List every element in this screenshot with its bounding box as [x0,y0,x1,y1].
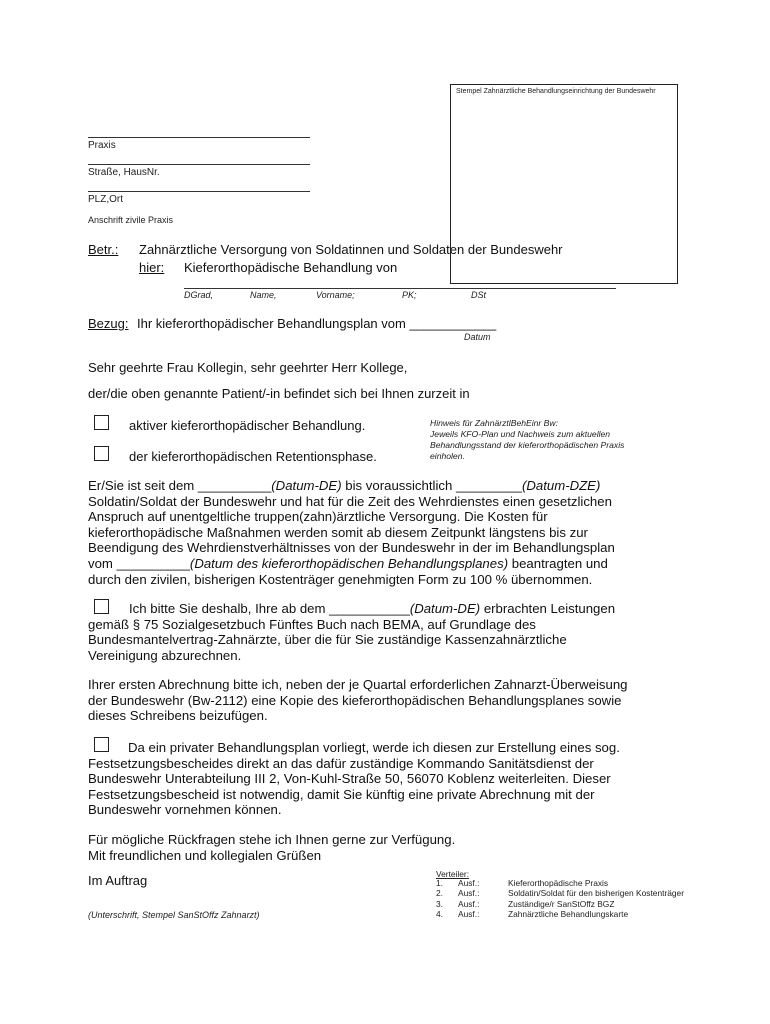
p2-c: erbrachten Leistungen [480,601,616,616]
im-auftrag: Im Auftrag [88,873,148,888]
p2-line-2: gemäß § 75 Sozialgesetzbuch Fünftes Buch nach BEMA, auf Grundlage des [88,616,536,632]
hint-line-3: Behandlungsstand der kieferorthopädischen Praxis [430,440,625,450]
verteiler-ausf: Ausf.: [458,909,480,920]
verteiler-ausf: Ausf.: [458,878,480,888]
praxis-line [88,137,310,138]
verteiler-num: 1. [436,878,443,888]
p1-a: Er/Sie ist seit dem __________ [88,478,272,493]
p4-line-5: Bundeswehr vornehmen können. [88,802,282,818]
signature-label: (Unterschrift, Stempel SanStOffz Zahnarzt) [88,910,260,920]
p1-datum-de: (Datum-DE) [271,478,342,493]
paragraph-ueberweisung [88,677,688,724]
closing-line-1: Für mögliche Rückfragen stehe ich Ihnen gerne zur Verfügung. [88,832,456,847]
table-row [436,878,684,888]
plz-label: PLZ,Ort [88,194,124,205]
p4-line-4: Festsetzungsbescheid ist notwendig, damit Sie künftig eine private Abrechnung mit der [88,786,595,802]
p1-line-7: durch den zivilen, bisherigen Kostenträger genehmigten Form zu 100 % übernommen. [88,571,593,587]
praxis-label: Praxis [88,140,116,151]
intro-text: der/die oben genannte Patient/-in befindet sich bei Ihnen zurzeit in [88,386,470,401]
paragraph-abrechnung [88,601,688,663]
verteiler-text: Kieferorthopädische Praxis [508,878,609,888]
field-dst: DSt [471,290,487,300]
p4-line-2: Festsetzungsbescheides direkt an das dafür zuständige Kommando Sanitätsdienst der [88,755,594,771]
p4-line-1: Da ein privater Behandlungsplan vorliegt, werde ich diesen zur Erstellung eines sog. [128,740,620,755]
patient-line [184,288,616,289]
checkbox-retention[interactable] [94,446,109,461]
option-aktiv: aktiver kieferorthopädischer Behandlung. [129,418,366,433]
p3-line-2: der Bundeswehr (Bw-2112) eine Kopie des kieferorthopädischen Behandlungsplanes sowie [88,692,622,708]
p2-a: Ich bitte Sie deshalb, Ihre ab dem ___________ [129,601,410,616]
table-row [436,909,684,919]
greeting: Sehr geehrte Frau Kollegin, sehr geehrter Herr Kollege, [88,360,408,375]
verteiler-text: Soldatin/Soldat für den bisherigen Kostenträger [508,888,684,899]
p1-l6a: vom __________ [88,555,190,571]
hint-box [430,418,680,462]
table-row [436,899,684,909]
p1-line-3: Anspruch auf unentgeltliche truppen(zahn)ärztliche Versorgung. Die Kosten für [88,509,548,525]
verteiler-num: 3. [436,898,443,909]
closing-block [88,832,688,863]
plz-line [88,191,310,192]
bezug-text: Ihr kieferorthopädischer Behandlungsplan vom ____________ [137,316,497,331]
p1-c: bis voraussichtlich _________ [341,478,522,493]
p1-line-5: Beendigung des Wehrdienstverhältnisses von der Bundeswehr in der im Behandlungsplan [88,540,615,556]
verteiler-text: Zahnärztliche Behandlungskarte [508,909,629,920]
hint-line-1: Hinweis für ZahnärztlBehEinr Bw: [430,418,558,428]
field-name: Name, [250,290,277,300]
strasse-label: Straße, HausNr. [88,167,160,178]
p3-line-1: Ihrer ersten Abrechnung bitte ich, neben der je Quartal erforderlichen Zahnarzt-Überweisung [88,677,628,692]
p1-line-2: Soldatin/Soldat der Bundeswehr und hat für die Zeit des Wehrdienstes einen gesetzlichen [88,493,612,509]
strasse-line [88,164,310,165]
verteiler-num: 4. [436,909,443,920]
paragraph-privat [88,740,688,818]
p1-l6c: beantragten und [508,555,608,571]
p1-datum-dze: (Datum-DZE) [521,478,601,493]
field-pk: PK; [402,290,417,300]
hint-line-4: einholen. [430,451,465,461]
closing-line-2: Mit freundlichen und kollegialen Grüßen [88,847,322,863]
verteiler-label: Verteiler: [436,869,470,879]
field-vorname: Vorname; [316,290,355,300]
field-dgrad: DGrad, [184,290,214,300]
anschrift-label: Anschrift zivile Praxis [88,215,174,225]
verteiler-num: 2. [436,888,443,899]
hier-label: hier: [139,260,165,275]
hier-text: Kieferorthopädische Behandlung von [184,260,398,275]
hint-line-2: Jeweils KFO-Plan und Nachweis zum aktuellen [430,429,611,439]
verteiler-text: Zuständige/r SanStOffz BGZ [508,898,615,909]
option-retention: der kieferorthopädischen Retentionsphase. [129,449,377,464]
betreff-text: Zahnärztliche Versorgung von Soldatinnen und Soldaten der Bundeswehr [139,242,563,257]
stamp-label: Stempel Zahnärztliche Behandlungseinrichtung der Bundeswehr [456,88,656,95]
p4-line-3: Bundeswehr Unterabteilung III 2, Von-Kuhl-Straße 50, 56070 Koblenz weiterleiten. Dieser [88,771,611,787]
verteiler-table [436,878,684,920]
p3-line-3: dieses Schreibens beizufügen. [88,708,268,724]
checkbox-aktiv[interactable] [94,415,109,430]
p2-line-3: Bundesmantelvertrag-Zahnärzte, über die für Sie zuständige Kassenzahnärztliche [88,632,567,648]
p2-datum-de: (Datum-DE) [409,601,481,616]
bezug-label: Bezug: [88,316,129,331]
verteiler-ausf: Ausf.: [458,888,480,899]
p1-line-4: kieferorthopädische Maßnahmen werden somit ab diesem Zeitpunkt längstens bis zur [88,524,588,540]
p2-line-4: Vereinigung abzurechnen. [88,647,242,663]
table-row [436,888,684,898]
p1-l6b: (Datum des kieferorthopädischen Behandlungsplanes) [189,555,509,571]
bezug-datum: Datum [464,332,491,342]
betreff-label: Betr.: [88,242,119,257]
verteiler-ausf: Ausf.: [458,898,480,909]
paragraph-coverage [88,478,688,587]
